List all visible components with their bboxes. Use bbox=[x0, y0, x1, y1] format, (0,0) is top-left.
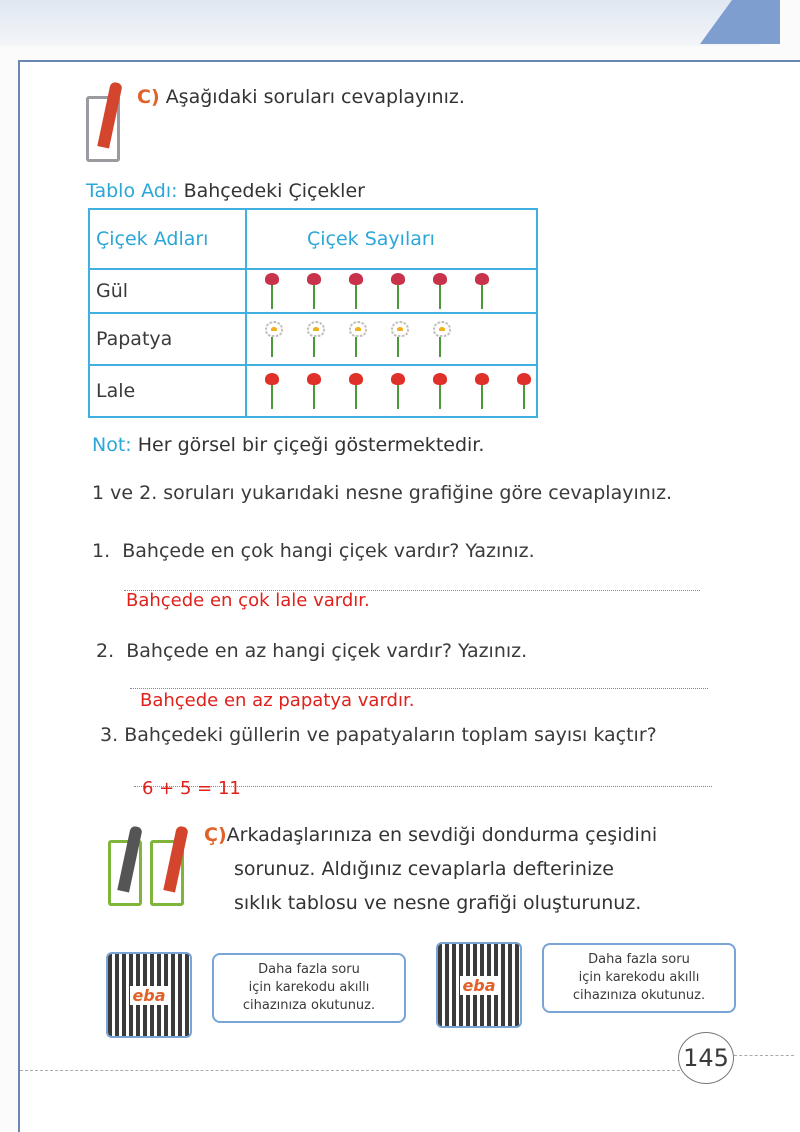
tulip-icon bbox=[387, 371, 409, 411]
qr-caption bbox=[542, 943, 736, 1013]
footer-divider bbox=[20, 1070, 680, 1071]
eba-logo: eba bbox=[462, 975, 496, 995]
table-row bbox=[89, 365, 537, 417]
rose-icon bbox=[471, 271, 493, 311]
caption-line: için karekodu akıllı bbox=[248, 980, 370, 995]
header-flower-counts: Çiçek Sayıları bbox=[246, 209, 537, 269]
rose-icon bbox=[345, 271, 367, 311]
daisy-icon bbox=[303, 319, 325, 359]
eba-logo: eba bbox=[132, 985, 166, 1005]
tulip-icon bbox=[303, 371, 325, 411]
icon-list bbox=[253, 319, 535, 359]
table-header bbox=[89, 209, 537, 269]
section-c-heading bbox=[137, 86, 465, 108]
footer-divider bbox=[734, 1055, 794, 1056]
answer-line bbox=[130, 688, 708, 689]
intro-text: 1 ve 2. soruları yukarıdaki nesne grafiğine göre cevaplayınız. bbox=[92, 482, 673, 504]
section-c2 bbox=[204, 818, 657, 920]
note-label: Not: bbox=[92, 434, 132, 456]
section-c2-line: sıklık tablosu ve nesne grafiği oluşturunuz. bbox=[234, 892, 642, 914]
answer-2[interactable]: Bahçede en az papatya vardır. bbox=[140, 690, 415, 711]
section-c2-line: sorunuz. Aldığınız cevaplarla defterinize bbox=[234, 858, 614, 880]
answer-3[interactable]: 6 + 5 = 11 bbox=[142, 778, 241, 799]
rose-icon bbox=[429, 271, 451, 311]
row-label: Papatya bbox=[89, 313, 246, 365]
rose-icon bbox=[387, 271, 409, 311]
daisy-icon bbox=[387, 319, 409, 359]
header-band bbox=[0, 0, 760, 46]
qr-code[interactable] bbox=[436, 942, 522, 1028]
daisy-icon bbox=[345, 319, 367, 359]
caption-line: cihazınıza okutunuz. bbox=[572, 988, 706, 1003]
qr-caption bbox=[212, 953, 406, 1023]
section-letter: C) bbox=[137, 86, 160, 108]
rose-icon bbox=[261, 271, 283, 311]
table-title-text: Bahçedeki Çiçekler bbox=[183, 180, 365, 202]
pictograph-table bbox=[88, 208, 538, 418]
tulip-icon bbox=[471, 371, 493, 411]
row-label: Lale bbox=[89, 365, 246, 417]
question-text: Bahçede en az hangi çiçek vardır? Yazınız. bbox=[126, 640, 528, 662]
page-number: 145 bbox=[678, 1032, 734, 1084]
caption-line: Daha fazla soru bbox=[588, 952, 690, 967]
question-text: Bahçedeki güllerin ve papatyaların toplam sayısı kaçtır? bbox=[124, 724, 657, 746]
tulip-icon bbox=[261, 371, 283, 411]
question-number: 3. bbox=[100, 724, 119, 746]
daisy-icon bbox=[429, 319, 451, 359]
tulip-icon bbox=[345, 371, 367, 411]
section-c2-line: Arkadaşlarınıza en sevdiği dondurma çeşidini bbox=[226, 824, 658, 846]
question-number: 2. bbox=[96, 640, 115, 662]
note-text: Her görsel bir çiçeği göstermektedir. bbox=[137, 434, 485, 456]
table-title-label: Tablo Adı: bbox=[86, 180, 178, 202]
daisy-icon bbox=[261, 319, 283, 359]
caption-line: için karekodu akıllı bbox=[578, 970, 700, 985]
tulip-icon bbox=[429, 371, 451, 411]
section-instruction: Aşağıdaki soruları cevaplayınız. bbox=[165, 86, 465, 108]
question-3 bbox=[100, 724, 657, 746]
answer-1[interactable]: Bahçede en çok lale vardır. bbox=[126, 590, 370, 611]
table-row bbox=[89, 269, 537, 313]
section-letter: Ç) bbox=[204, 824, 227, 846]
note bbox=[92, 434, 484, 456]
tulip-icon bbox=[513, 371, 535, 411]
icon-list bbox=[253, 271, 535, 311]
table-row bbox=[89, 313, 537, 365]
header-flower-names: Çiçek Adları bbox=[89, 209, 246, 269]
row-label: Gül bbox=[89, 269, 246, 313]
question-text: Bahçede en çok hangi çiçek vardır? Yazınız. bbox=[122, 540, 535, 562]
qr-code[interactable] bbox=[106, 952, 192, 1038]
question-2 bbox=[96, 640, 527, 662]
caption-line: Daha fazla soru bbox=[258, 962, 360, 977]
question-1 bbox=[92, 540, 535, 562]
question-number: 1. bbox=[92, 540, 111, 562]
caption-line: cihazınıza okutunuz. bbox=[242, 998, 376, 1013]
rose-icon bbox=[303, 271, 325, 311]
table-title bbox=[86, 180, 365, 202]
icon-list bbox=[253, 371, 535, 411]
